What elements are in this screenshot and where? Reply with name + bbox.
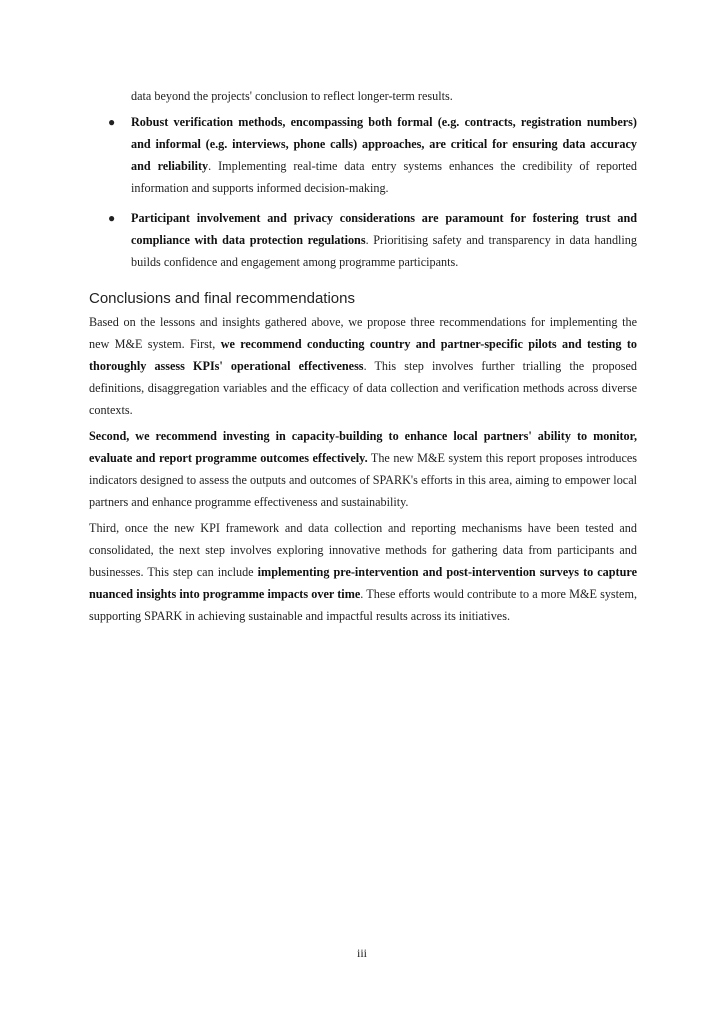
paragraph-text: . These efforts would contribute to a more M&E system, supporting SPARK in achieving sustainable and impactful results across its initiatives. xyxy=(89,587,637,623)
bullet-item-participant xyxy=(89,207,637,273)
bullet-list xyxy=(89,111,637,273)
paragraph-first-recommendation xyxy=(89,311,637,421)
paragraph-third-recommendation xyxy=(89,517,637,627)
document-page xyxy=(89,86,637,631)
paragraph-text: The new M&E system this report proposes introduces indicators designed to assess the outputs and outcomes of SPARK's efforts in this area, aiming to empower local partners and enhance programme effectiveness and sustainability. xyxy=(89,451,638,509)
bullet-body-text: . Implementing real-time data entry systems enhances the credibility of reported information and supports informed decision-making. xyxy=(131,159,638,195)
paragraph-text: Third, once the new KPI framework and data collection and reporting mechanisms have been tested and consolidated, the next step involves exploring innovative methods for gathering data from participants and businesses. This step can include xyxy=(89,521,637,579)
paragraph-bold-text: Second, we recommend investing in capacity-building to enhance local partners' ability to monitor, evaluate and report programme outcomes effectively. xyxy=(89,429,637,465)
paragraph-bold-text: implementing pre-intervention and post-intervention surveys to capture nuanced insights into programme impacts over time xyxy=(89,565,637,601)
bullet-item-verification xyxy=(89,111,637,199)
section-heading: Conclusions and final recommendations xyxy=(89,290,355,307)
bullet-dot-icon: ● xyxy=(108,211,116,225)
paragraph-text: . This step involves further trialling the proposed definitions, disaggregation variables and the efficacy of data collection and verification methods across diverse contexts. xyxy=(89,359,637,417)
bullet-dot-icon: ● xyxy=(108,115,116,129)
paragraph-text: Based on the lessons and insights gathered above, we propose three recommendations for implementing the new M&E system. First, xyxy=(89,315,637,351)
bullet-bold-text: Participant involvement and privacy considerations are paramount for fostering trust and compliance with data protection regulations xyxy=(131,211,637,247)
paragraph-bold-text: we recommend conducting country and partner-specific pilots and testing to thoroughly assess KPIs' operational effectiveness xyxy=(89,337,637,373)
page-number: iii xyxy=(356,946,367,960)
bullet-body-text: . Prioritising safety and transparency in data handling builds confidence and engagement among programme participants. xyxy=(131,233,637,269)
paragraph-second-recommendation xyxy=(89,425,637,513)
continued-bullet-text: data beyond the projects' conclusion to reflect longer-term results. xyxy=(131,89,453,103)
bullet-bold-text: Robust verification methods, encompassing both formal (e.g. contracts, registration numbers) and informal (e.g. interviews, phone calls) approaches, are critical for ensuring data accuracy and reliability xyxy=(131,115,637,173)
